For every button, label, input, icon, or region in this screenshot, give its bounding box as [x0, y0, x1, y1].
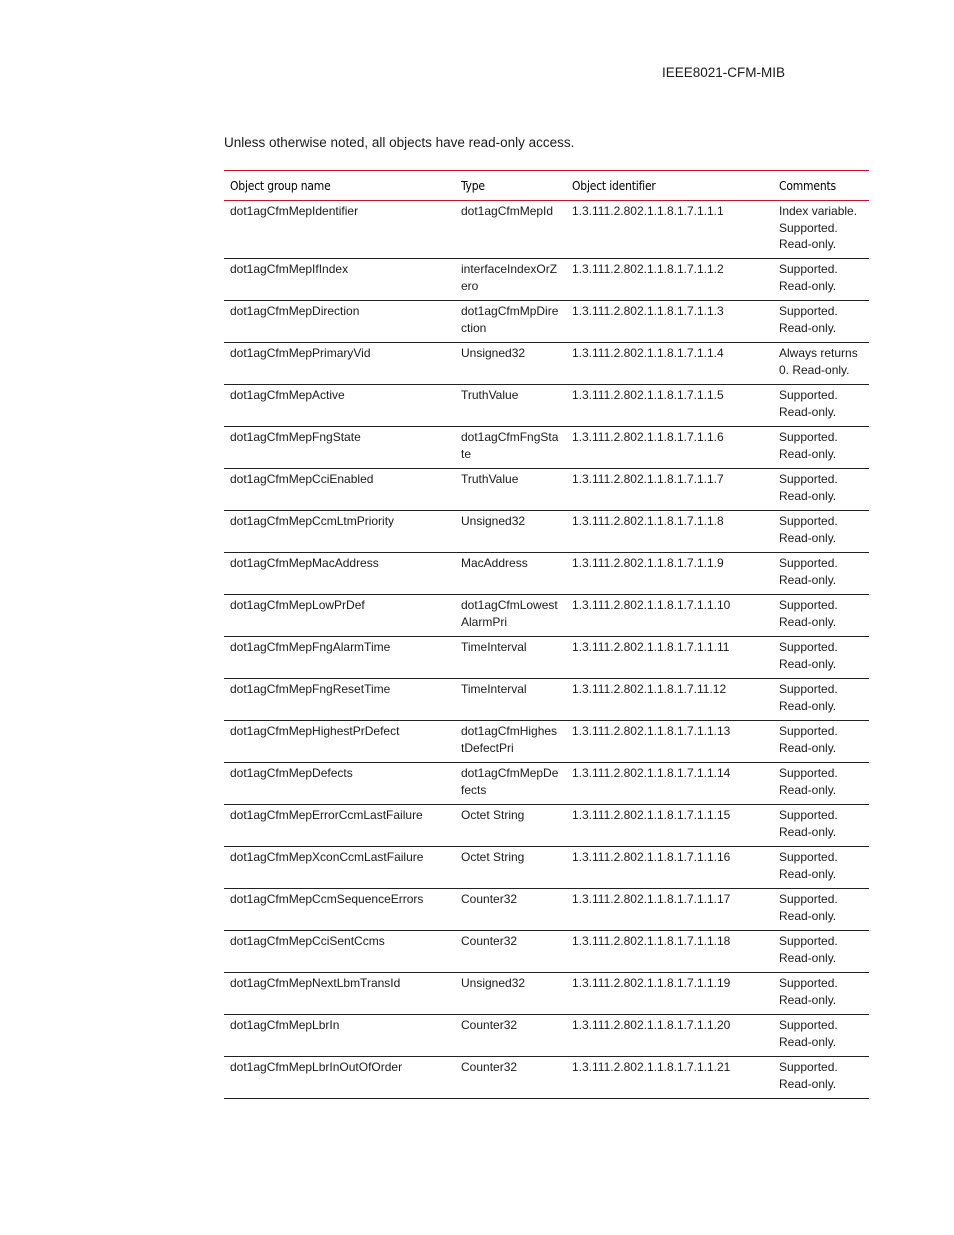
- object-identifier-cell: 1.3.111.2.802.1.1.8.1.7.1.1.10: [566, 595, 773, 637]
- table-row: [224, 805, 869, 847]
- table-row: [224, 553, 869, 595]
- table-row: [224, 847, 869, 889]
- comments-cell: Always returns 0. Read-only.: [773, 343, 869, 385]
- object-identifier-cell: 1.3.111.2.802.1.1.8.1.7.1.1.8: [566, 511, 773, 553]
- object-identifier-cell: 1.3.111.2.802.1.1.8.1.7.1.1.21: [566, 1057, 773, 1099]
- type-cell: MacAddress: [455, 553, 566, 595]
- type-cell: Counter32: [455, 1057, 566, 1099]
- object-group-name-cell: dot1agCfmMepCciEnabled: [224, 469, 455, 511]
- table-row: [224, 427, 869, 469]
- table-row: [224, 721, 869, 763]
- object-group-name-cell: dot1agCfmMepFngResetTime: [224, 679, 455, 721]
- type-cell: Unsigned32: [455, 343, 566, 385]
- object-identifier-cell: 1.3.111.2.802.1.1.8.1.7.1.1.6: [566, 427, 773, 469]
- table-row: [224, 511, 869, 553]
- running-header: IEEE8021-CFM-MIB: [662, 65, 786, 80]
- type-cell: dot1agCfmFngState: [455, 427, 566, 469]
- table-row: [224, 973, 869, 1015]
- table-header-row: [224, 171, 869, 201]
- object-identifier-cell: 1.3.111.2.802.1.1.8.1.7.11.12: [566, 679, 773, 721]
- object-identifier-cell: 1.3.111.2.802.1.1.8.1.7.1.1.3: [566, 301, 773, 343]
- object-identifier-cell: 1.3.111.2.802.1.1.8.1.7.1.1.4: [566, 343, 773, 385]
- table-row: [224, 201, 869, 259]
- object-group-name-cell: dot1agCfmMepLbrIn: [224, 1015, 455, 1057]
- comments-cell: Supported. Read-only.: [773, 1057, 869, 1099]
- type-cell: dot1agCfmLowestAlarmPri: [455, 595, 566, 637]
- object-group-name-cell: dot1agCfmMepDefects: [224, 763, 455, 805]
- object-identifier-cell: 1.3.111.2.802.1.1.8.1.7.1.1.14: [566, 763, 773, 805]
- type-cell: TimeInterval: [455, 637, 566, 679]
- comments-cell: Supported. Read-only.: [773, 1015, 869, 1057]
- table-row: [224, 259, 869, 301]
- type-cell: Counter32: [455, 931, 566, 973]
- comments-cell: Supported. Read-only.: [773, 931, 869, 973]
- object-group-name-cell: dot1agCfmMepFngAlarmTime: [224, 637, 455, 679]
- intro-text: Unless otherwise noted, all objects have read-only access.: [224, 135, 575, 150]
- object-group-name-cell: dot1agCfmMepErrorCcmLastFailure: [224, 805, 455, 847]
- column-header-object-identifier: Object identifier: [566, 171, 773, 201]
- object-group-name-cell: dot1agCfmMepHighestPrDefect: [224, 721, 455, 763]
- object-identifier-cell: 1.3.111.2.802.1.1.8.1.7.1.1.16: [566, 847, 773, 889]
- column-header-comments: Comments: [773, 171, 869, 201]
- object-group-name-cell: dot1agCfmMepIdentifier: [224, 201, 455, 259]
- comments-cell: Supported. Read-only.: [773, 637, 869, 679]
- type-cell: TruthValue: [455, 385, 566, 427]
- table-row: [224, 385, 869, 427]
- type-cell: TruthValue: [455, 469, 566, 511]
- type-cell: dot1agCfmMpDirection: [455, 301, 566, 343]
- object-group-name-cell: dot1agCfmMepXconCcmLastFailure: [224, 847, 455, 889]
- object-identifier-cell: 1.3.111.2.802.1.1.8.1.7.1.1.19: [566, 973, 773, 1015]
- table-row: [224, 1015, 869, 1057]
- object-group-name-cell: dot1agCfmMepFngState: [224, 427, 455, 469]
- comments-cell: Supported. Read-only.: [773, 469, 869, 511]
- object-group-name-cell: dot1agCfmMepNextLbmTransId: [224, 973, 455, 1015]
- comments-cell: Supported. Read-only.: [773, 511, 869, 553]
- type-cell: TimeInterval: [455, 679, 566, 721]
- table-row: [224, 889, 869, 931]
- object-identifier-cell: 1.3.111.2.802.1.1.8.1.7.1.1.15: [566, 805, 773, 847]
- table-body: [224, 201, 869, 1099]
- object-group-name-cell: dot1agCfmMepIfIndex: [224, 259, 455, 301]
- object-identifier-cell: 1.3.111.2.802.1.1.8.1.7.1.1.17: [566, 889, 773, 931]
- comments-cell: Supported. Read-only.: [773, 427, 869, 469]
- type-cell: Octet String: [455, 805, 566, 847]
- table-row: [224, 301, 869, 343]
- table-row: [224, 469, 869, 511]
- comments-cell: Supported. Read-only.: [773, 847, 869, 889]
- comments-cell: Supported. Read-only.: [773, 553, 869, 595]
- type-cell: Counter32: [455, 1015, 566, 1057]
- object-identifier-cell: 1.3.111.2.802.1.1.8.1.7.1.1.9: [566, 553, 773, 595]
- object-identifier-cell: 1.3.111.2.802.1.1.8.1.7.1.1.5: [566, 385, 773, 427]
- object-identifier-cell: 1.3.111.2.802.1.1.8.1.7.1.1.7: [566, 469, 773, 511]
- object-identifier-cell: 1.3.111.2.802.1.1.8.1.7.1.1.11: [566, 637, 773, 679]
- object-group-name-cell: dot1agCfmMepCcmSequenceErrors: [224, 889, 455, 931]
- table-row: [224, 595, 869, 637]
- object-identifier-cell: 1.3.111.2.802.1.1.8.1.7.1.1.13: [566, 721, 773, 763]
- comments-cell: Supported. Read-only.: [773, 889, 869, 931]
- object-group-name-cell: dot1agCfmMepLbrInOutOfOrder: [224, 1057, 455, 1099]
- object-group-name-cell: dot1agCfmMepDirection: [224, 301, 455, 343]
- type-cell: interfaceIndexOrZero: [455, 259, 566, 301]
- comments-cell: Supported. Read-only.: [773, 805, 869, 847]
- object-group-name-cell: dot1agCfmMepPrimaryVid: [224, 343, 455, 385]
- comments-cell: Index variable. Supported. Read-only.: [773, 201, 869, 259]
- type-cell: dot1agCfmMepId: [455, 201, 566, 259]
- object-group-name-cell: dot1agCfmMepLowPrDef: [224, 595, 455, 637]
- comments-cell: Supported. Read-only.: [773, 763, 869, 805]
- comments-cell: Supported. Read-only.: [773, 595, 869, 637]
- column-header-type: Type: [455, 171, 566, 201]
- type-cell: Unsigned32: [455, 973, 566, 1015]
- comments-cell: Supported. Read-only.: [773, 385, 869, 427]
- comments-cell: Supported. Read-only.: [773, 679, 869, 721]
- table-row: [224, 1057, 869, 1099]
- mib-objects-table: [224, 170, 869, 1099]
- comments-cell: Supported. Read-only.: [773, 973, 869, 1015]
- column-header-object-group-name: Object group name: [224, 171, 455, 201]
- object-identifier-cell: 1.3.111.2.802.1.1.8.1.7.1.1.20: [566, 1015, 773, 1057]
- type-cell: Unsigned32: [455, 511, 566, 553]
- object-identifier-cell: 1.3.111.2.802.1.1.8.1.7.1.1.18: [566, 931, 773, 973]
- type-cell: dot1agCfmMepDefects: [455, 763, 566, 805]
- type-cell: Counter32: [455, 889, 566, 931]
- table-row: [224, 931, 869, 973]
- comments-cell: Supported. Read-only.: [773, 259, 869, 301]
- object-identifier-cell: 1.3.111.2.802.1.1.8.1.7.1.1.2: [566, 259, 773, 301]
- comments-cell: Supported. Read-only.: [773, 721, 869, 763]
- table-row: [224, 343, 869, 385]
- object-group-name-cell: dot1agCfmMepCciSentCcms: [224, 931, 455, 973]
- object-group-name-cell: dot1agCfmMepCcmLtmPriority: [224, 511, 455, 553]
- object-identifier-cell: 1.3.111.2.802.1.1.8.1.7.1.1.1: [566, 201, 773, 259]
- type-cell: Octet String: [455, 847, 566, 889]
- table-row: [224, 763, 869, 805]
- type-cell: dot1agCfmHighestDefectPri: [455, 721, 566, 763]
- object-group-name-cell: dot1agCfmMepActive: [224, 385, 455, 427]
- table-row: [224, 679, 869, 721]
- object-group-name-cell: dot1agCfmMepMacAddress: [224, 553, 455, 595]
- comments-cell: Supported. Read-only.: [773, 301, 869, 343]
- table-row: [224, 637, 869, 679]
